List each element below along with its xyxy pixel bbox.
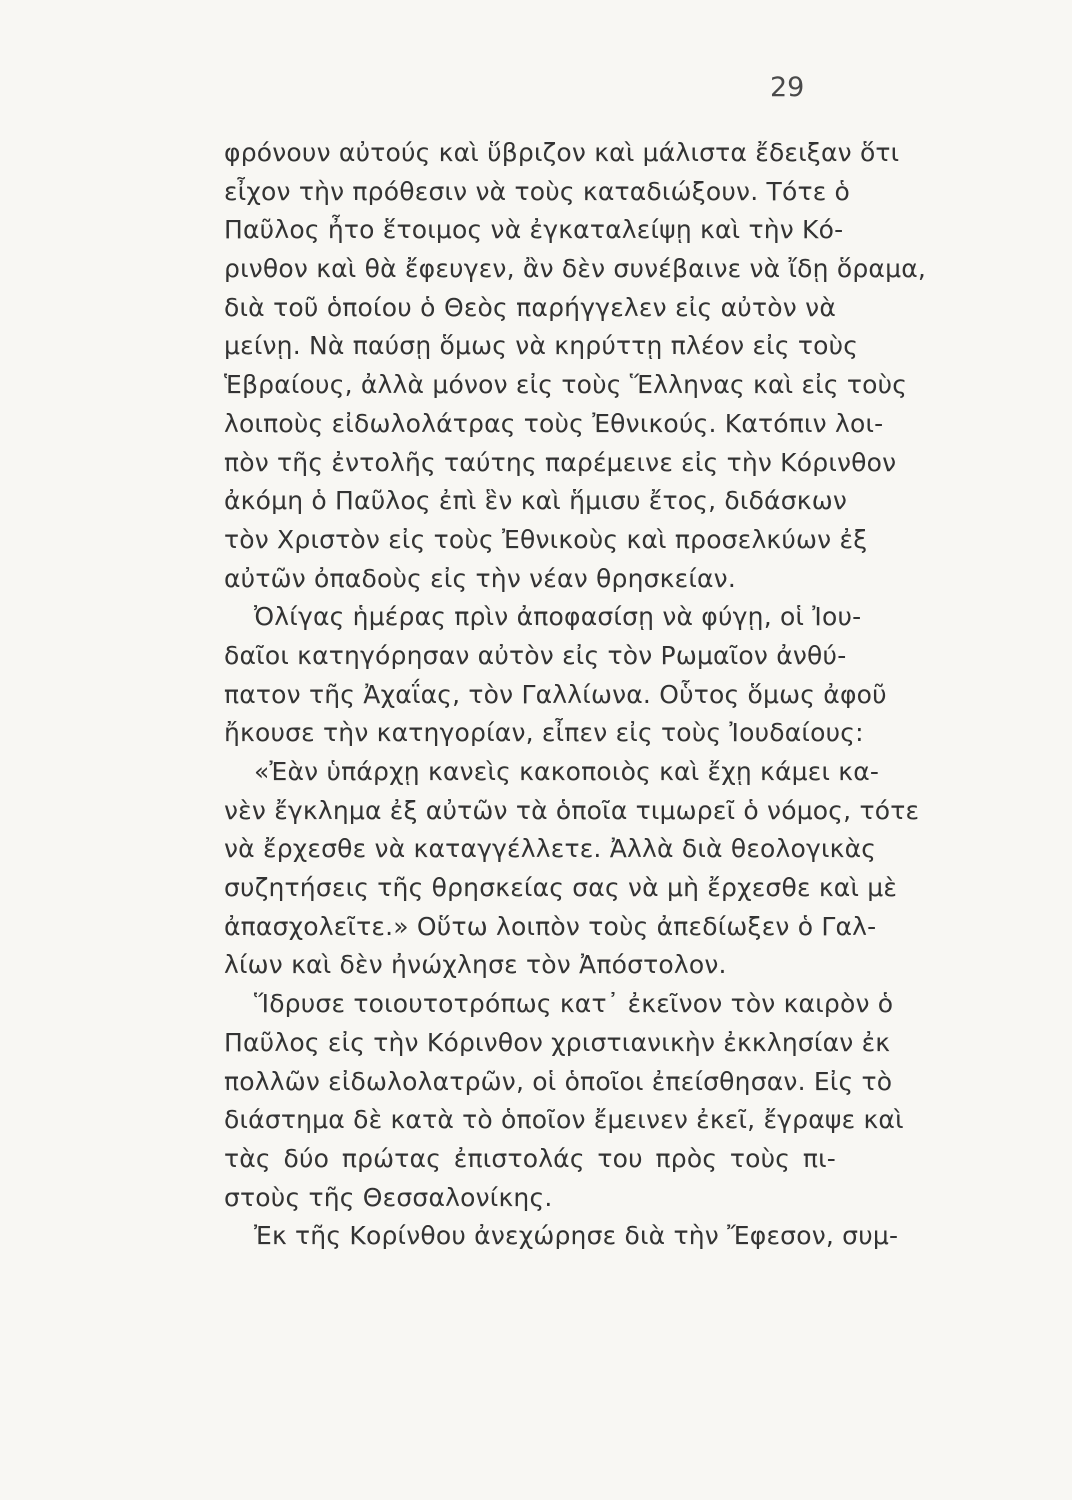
- text-line: νὰ ἔρχεσθε νὰ καταγγέλλετε. Ἀλλὰ διὰ θεολογικὰς: [224, 834, 877, 864]
- text-line: Παῦλος εἰς τὴν Κόρινθον χριστιανικὴν ἐκκλησίαν ἐκ: [224, 1027, 891, 1057]
- paragraph-start-line: Ἵδρυσε τοιουτοτρόπως κατ᾽ ἐκεῖνον τὸν καιρὸν ὁ: [254, 989, 894, 1019]
- quote-start-line: «Ἐὰν ὑπάρχῃ κανεὶς κακοποιὸς καὶ ἔχῃ κάμει κα-: [254, 757, 880, 786]
- text-line: λοιποὺς εἰδωλολάτρας τοὺς Ἐθνικούς. Κατόπιν λοι-: [224, 408, 884, 438]
- text-line: ρινθον καὶ θὰ ἔφευγεν, ἂν δὲν συνέβαινε νὰ ἴδῃ ὅραμα,: [224, 254, 927, 284]
- paragraph-start-line: Ἐκ τῆς Κορίνθου ἀνεχώρησε διὰ τὴν Ἔφεσον, συμ-: [254, 1221, 899, 1251]
- text-line: μείνῃ. Νὰ παύσῃ ὅμως νὰ κηρύττῃ πλέον εἰς τοὺς: [224, 331, 859, 361]
- text-line: ἤκουσε τὴν κατηγορίαν, εἶπεν εἰς τοὺς Ἰουδαίους:: [224, 718, 864, 748]
- text-line: διὰ τοῦ ὁποίου ὁ Θεὸς παρήγγελεν εἰς αὐτὸν νὰ: [224, 292, 836, 322]
- text-line: Παῦλος ἦτο ἕτοιμος νὰ ἐγκαταλείψῃ καὶ τὴν Κό-: [224, 215, 844, 245]
- page-number: 29: [770, 72, 805, 103]
- text-line: δαῖοι κατηγόρησαν αὐτὸν εἰς τὸν Ρωμαῖον ἀνθύ-: [224, 640, 847, 670]
- text-line: ἀκόμη ὁ Παῦλος ἐπὶ ἓν καὶ ἥμισυ ἔτος, διδάσκων: [224, 486, 848, 516]
- text-line: φρόνουν αὐτούς καὶ ὕβριζον καὶ μάλιστα ἔδειξαν ὅτι: [224, 138, 900, 167]
- body-text: [224, 134, 927, 1256]
- text-line: εἶχον τὴν πρόθεσιν νὰ τοὺς καταδιώξουν. Τότε ὁ: [224, 176, 851, 206]
- text-line: συζητήσεις τῆς θρησκείας σας νὰ μὴ ἔρχεσθε καὶ μὲ: [224, 873, 898, 903]
- text-line: ἀπασχολεῖτε.» Οὕτω λοιπὸν τοὺς ἀπεδίωξεν ὁ Γαλ-: [224, 911, 877, 941]
- paragraph-end-line: λίων καὶ δὲν ἠνώχλησε τὸν Ἀπόστολον.: [224, 950, 727, 980]
- paragraph-start-line: Ὀλίγας ἡμέρας πρὶν ἀποφασίσῃ νὰ φύγῃ, οἱ Ἰου-: [254, 602, 862, 632]
- text-line: διάστημα δὲ κατὰ τὸ ὁποῖον ἔμεινεν ἐκεῖ, ἔγραψε καὶ: [224, 1105, 904, 1135]
- text-line: τὰς δύο πρώτας ἐπιστολάς του πρὸς τοὺς πι-: [224, 1143, 836, 1173]
- paragraph-end-line: στοὺς τῆς Θεσσαλονίκης.: [224, 1182, 553, 1212]
- text-line: πατον τῆς Ἀχαΐας, τὸν Γαλλίωνα. Οὗτος ὅμως ἀφοῦ: [224, 679, 887, 709]
- paragraph-end-line: αὐτῶν ὀπαδοὺς εἰς τὴν νέαν θρησκείαν.: [224, 563, 736, 593]
- text-line: τὸν Χριστὸν εἰς τοὺς Ἐθνικοὺς καὶ προσελκύων ἐξ: [224, 524, 868, 554]
- text-line: νὲν ἔγκλημα ἐξ αὐτῶν τὰ ὁποῖα τιμωρεῖ ὁ νόμος, τότε: [224, 795, 920, 825]
- text-line: πὸν τῆς ἐντολῆς ταύτης παρέμεινε εἰς τὴν Κόρινθον: [224, 447, 897, 477]
- text-line: πολλῶν εἰδωλολατρῶν, οἱ ὁποῖοι ἐπείσθησαν. Εἰς τὸ: [224, 1066, 893, 1096]
- text-line: Ἑβραίους, ἀλλὰ μόνον εἰς τοὺς Ἕλληνας καὶ εἰς τοὺς: [224, 370, 908, 400]
